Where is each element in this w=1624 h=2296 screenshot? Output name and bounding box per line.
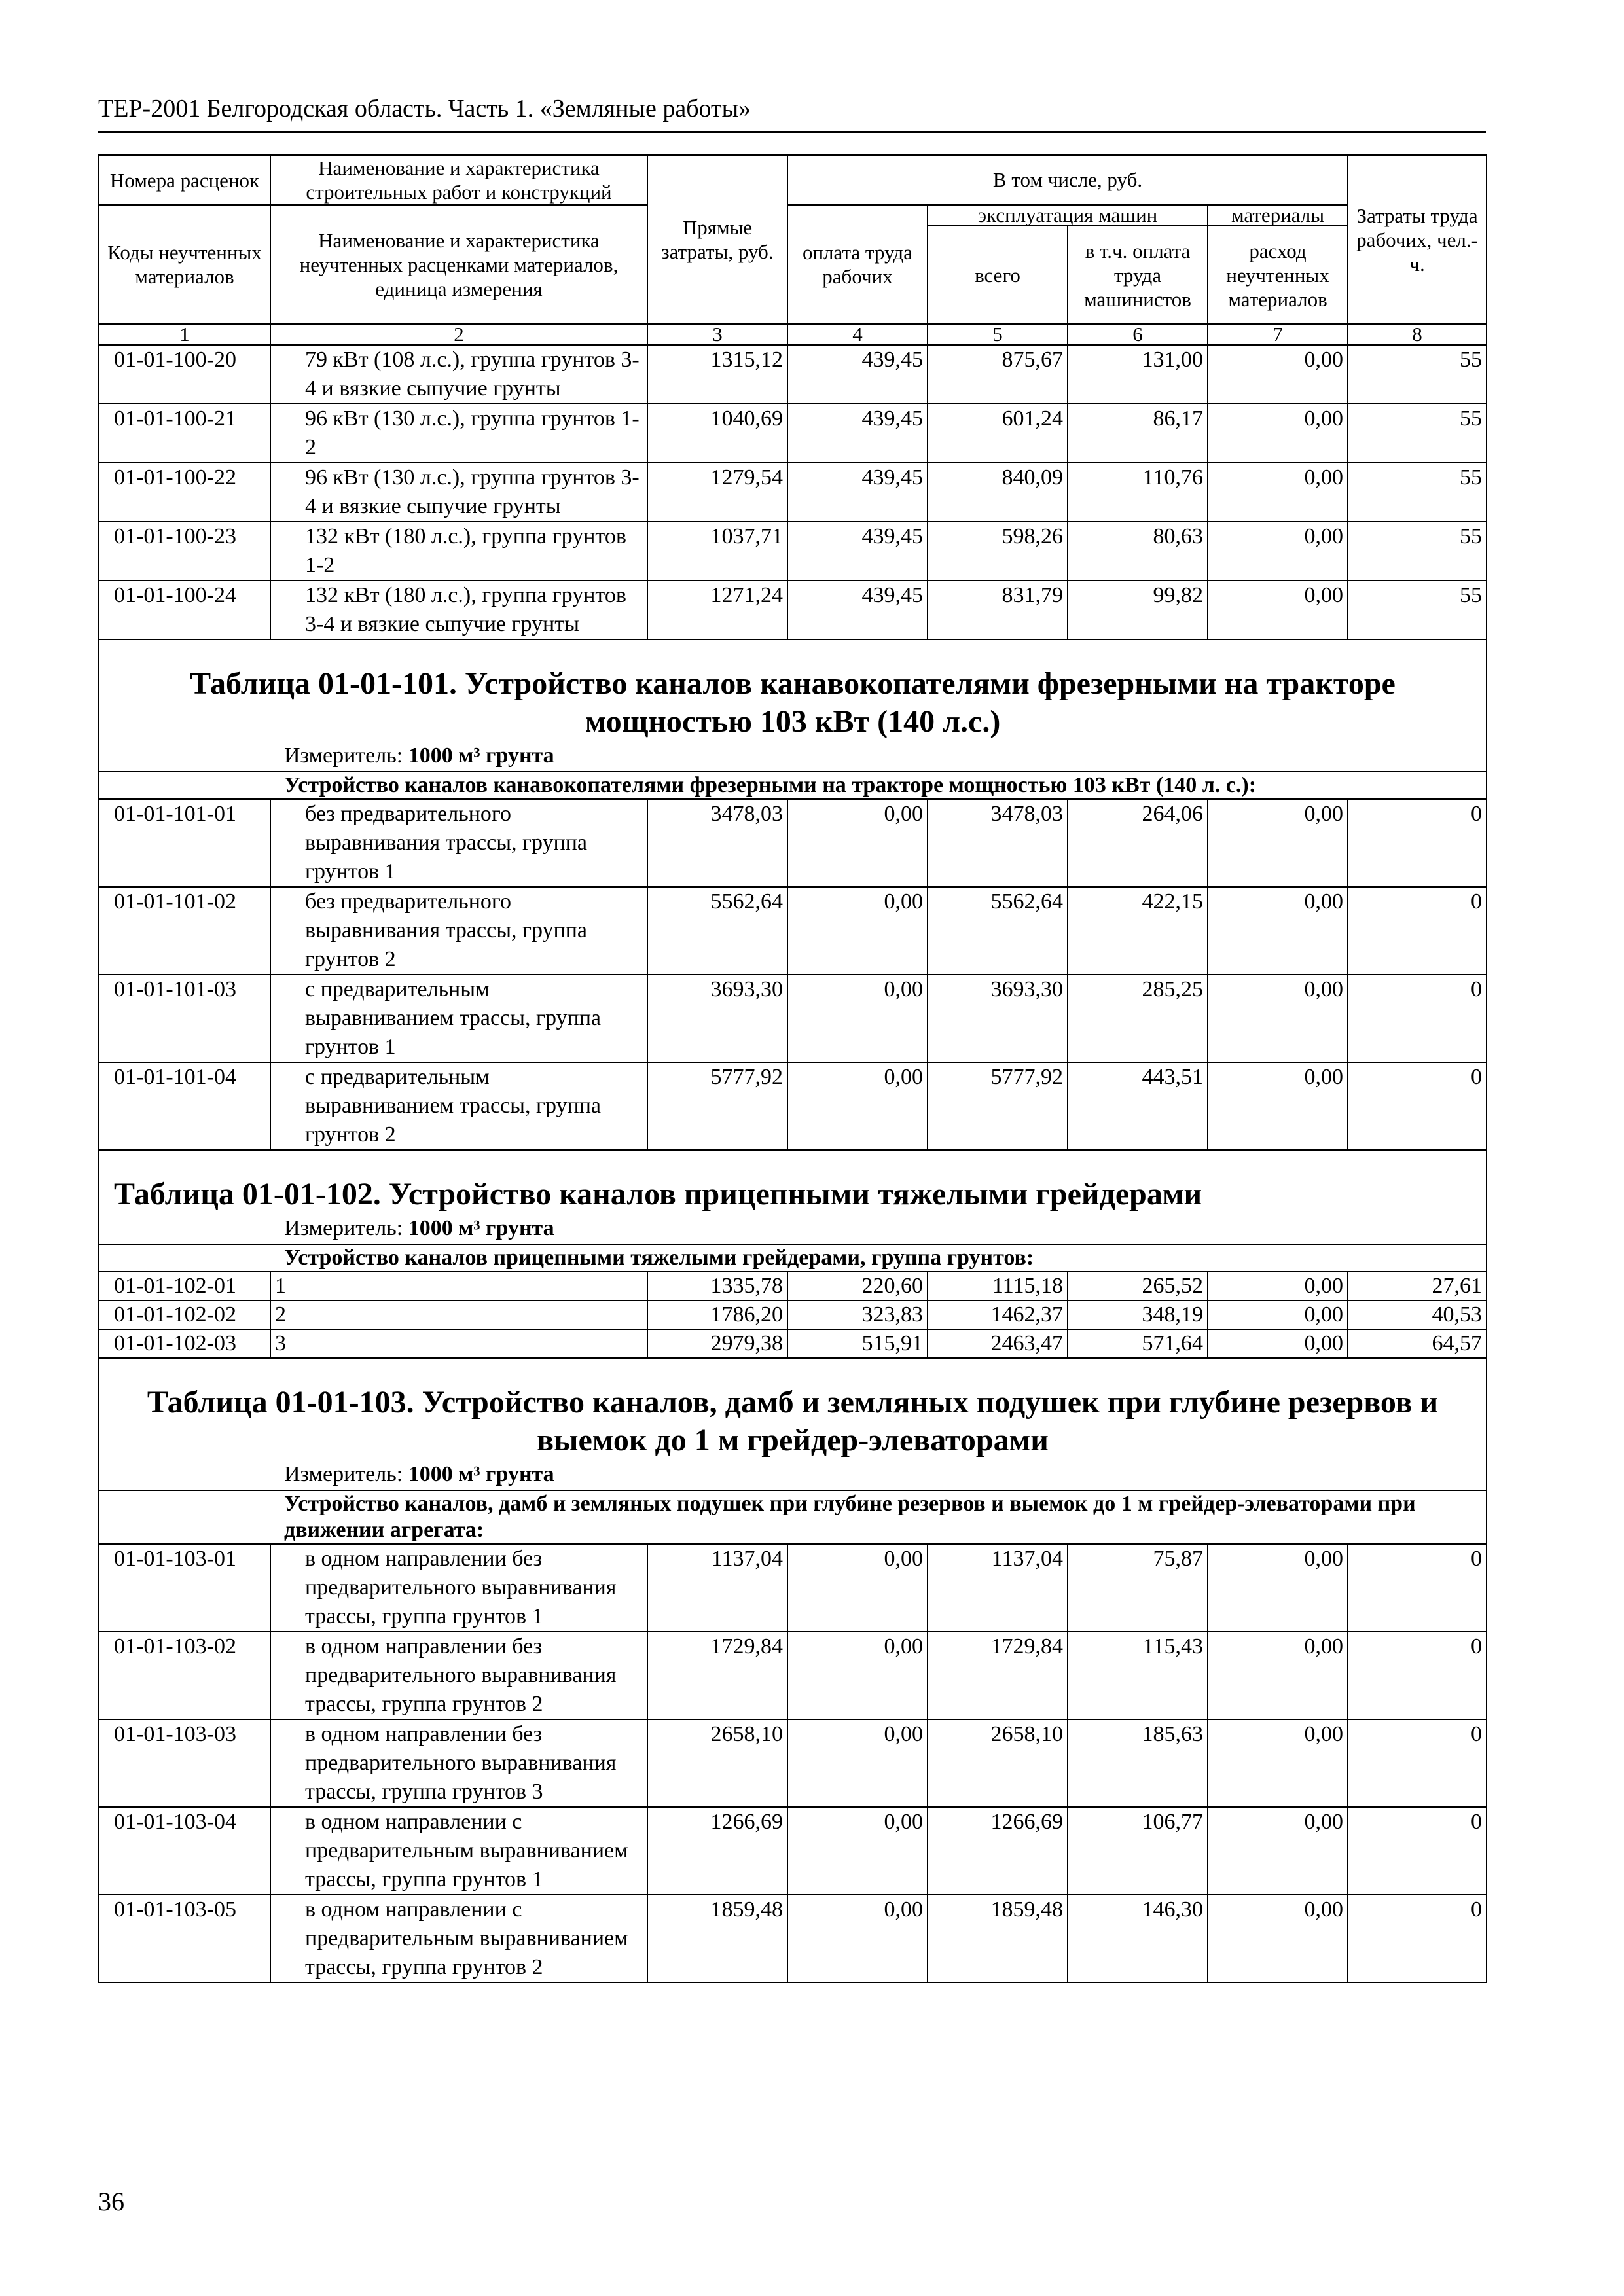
meter-label: Измеритель: (284, 1462, 403, 1486)
meter-value: 1000 м³ грунта (408, 1462, 554, 1486)
machine-total-cell: 840,09 (928, 463, 1068, 522)
worker-wages-cell: 439,45 (787, 463, 928, 522)
worker-wages-cell: 0,00 (787, 1807, 928, 1895)
machinist-wages-cell: 185,63 (1068, 1719, 1208, 1807)
header-material-codes: Коды неучтенных материалов (99, 205, 270, 324)
header-direct-costs: Прямые затраты, руб. (647, 155, 787, 324)
machinist-wages-cell: 110,76 (1068, 463, 1208, 522)
column-number: 3 (647, 324, 787, 345)
table-101-title: Таблица 01-01-101. Устройство каналов канавокопателями фрезерными на тракторе мощностью 103 кВт (140 л.с.) (190, 666, 1396, 739)
rate-code-cell: 01-01-100-24 (99, 581, 270, 639)
machine-total-cell: 2463,47 (928, 1329, 1068, 1358)
table-row (99, 1632, 1487, 1719)
machinist-wages-cell: 264,06 (1068, 799, 1208, 887)
meter-value: 1000 м³ грунта (408, 1216, 554, 1240)
rows-table-100 (99, 345, 1487, 639)
work-name-cell: 132 кВт (180 л.с.), группа грунтов 3-4 и вязкие сыпучие грунты (270, 581, 647, 639)
materials-cell: 0,00 (1208, 404, 1348, 463)
table-row (99, 581, 1487, 639)
machinist-wages-cell: 422,15 (1068, 887, 1208, 975)
work-name-cell: в одном направлении без предварительного выравнивания трассы, группа грунтов 3 (270, 1719, 647, 1807)
machine-total-cell: 1729,84 (928, 1632, 1068, 1719)
header-labor-costs: Затраты труда рабочих, чел.-ч. (1348, 155, 1487, 324)
machinist-wages-cell: 106,77 (1068, 1807, 1208, 1895)
estimate-table (98, 154, 1487, 1983)
work-name-cell: 2 (270, 1300, 647, 1329)
table-row (99, 1895, 1487, 1982)
direct-costs-cell: 3693,30 (647, 975, 787, 1062)
column-number: 4 (787, 324, 928, 345)
table-row (99, 975, 1487, 1062)
header-machine-operation: эксплуатация машин (928, 205, 1208, 226)
header-unaccounted-materials: расход неучтенных материалов (1208, 226, 1348, 324)
worker-wages-cell: 0,00 (787, 799, 928, 887)
page-number: 36 (98, 2187, 124, 2216)
direct-costs-cell: 1271,24 (647, 581, 787, 639)
machinist-wages-cell: 146,30 (1068, 1895, 1208, 1982)
work-name-cell: в одном направлении с предварительным выравниванием трассы, группа грунтов 2 (270, 1895, 647, 1982)
machine-total-cell: 831,79 (928, 581, 1068, 639)
column-number: 5 (928, 324, 1068, 345)
worker-wages-cell: 439,45 (787, 581, 928, 639)
table-row (99, 463, 1487, 522)
table-102-meter (99, 1213, 1486, 1244)
materials-cell: 0,00 (1208, 1272, 1348, 1300)
header-rule (98, 131, 1486, 133)
materials-cell: 0,00 (1208, 1329, 1348, 1358)
labor-costs-cell: 0 (1348, 887, 1487, 975)
rate-code-cell: 01-01-100-22 (99, 463, 270, 522)
rate-code-cell: 01-01-101-01 (99, 799, 270, 887)
rate-code-cell: 01-01-100-23 (99, 522, 270, 581)
labor-costs-cell: 55 (1348, 522, 1487, 581)
machinist-wages-cell: 131,00 (1068, 345, 1208, 404)
work-name-cell: в одном направлении без предварительного выравнивания трассы, группа грунтов 1 (270, 1544, 647, 1632)
materials-cell: 0,00 (1208, 581, 1348, 639)
header-including: В том числе, руб. (787, 155, 1348, 205)
work-name-cell: 3 (270, 1329, 647, 1358)
labor-costs-cell: 0 (1348, 799, 1487, 887)
table-103-section (99, 1358, 1487, 1544)
table-102-section (99, 1150, 1487, 1272)
header-machine-total: всего (928, 226, 1068, 324)
machine-total-cell: 601,24 (928, 404, 1068, 463)
header-worker-wages: оплата труда рабочих (787, 205, 928, 324)
machinist-wages-cell: 443,51 (1068, 1062, 1208, 1150)
direct-costs-cell: 1040,69 (647, 404, 787, 463)
table-row (99, 345, 1487, 404)
work-name-cell: без предварительного выравнивания трассы, группа грунтов 2 (270, 887, 647, 975)
rate-code-cell: 01-01-103-03 (99, 1719, 270, 1807)
labor-costs-cell: 55 (1348, 345, 1487, 404)
estimate-table-wrapper (98, 154, 1486, 1983)
rows-table-101 (99, 799, 1487, 1150)
direct-costs-cell: 1729,84 (647, 1632, 787, 1719)
materials-cell: 0,00 (1208, 887, 1348, 975)
machine-total-cell: 875,67 (928, 345, 1068, 404)
labor-costs-cell: 0 (1348, 1719, 1487, 1807)
materials-cell: 0,00 (1208, 522, 1348, 581)
table-row (99, 1329, 1487, 1358)
table-103-group-heading: Устройство каналов, дамб и земляных подушек при глубине резервов и выемок до 1 м грейдер-элеваторами при движении агрегата: (99, 1490, 1487, 1544)
work-name-cell: 1 (270, 1272, 647, 1300)
rate-code-cell: 01-01-101-04 (99, 1062, 270, 1150)
labor-costs-cell: 0 (1348, 1895, 1487, 1982)
machine-total-cell: 2658,10 (928, 1719, 1068, 1807)
work-name-cell: 79 кВт (108 л.с.), группа грунтов 3-4 и вязкие сыпучие грунты (270, 345, 647, 404)
machinist-wages-cell: 86,17 (1068, 404, 1208, 463)
machinist-wages-cell: 571,64 (1068, 1329, 1208, 1358)
meter-label: Измеритель: (284, 744, 403, 768)
table-103-meter (99, 1460, 1486, 1490)
worker-wages-cell: 0,00 (787, 1062, 928, 1150)
direct-costs-cell: 1786,20 (647, 1300, 787, 1329)
table-row (99, 1272, 1487, 1300)
labor-costs-cell: 27,61 (1348, 1272, 1487, 1300)
labor-costs-cell: 0 (1348, 1544, 1487, 1632)
machine-total-cell: 1859,48 (928, 1895, 1068, 1982)
header-material-name: Наименование и характеристика неучтенных расценками материалов, единица измерения (270, 205, 647, 324)
table-row (99, 1807, 1487, 1895)
work-name-cell: с предварительным выравниванием трассы, группа грунтов 2 (270, 1062, 647, 1150)
direct-costs-cell: 2979,38 (647, 1329, 787, 1358)
worker-wages-cell: 0,00 (787, 887, 928, 975)
table-row (99, 522, 1487, 581)
machinist-wages-cell: 99,82 (1068, 581, 1208, 639)
machine-total-cell: 5562,64 (928, 887, 1068, 975)
machinist-wages-cell: 115,43 (1068, 1632, 1208, 1719)
machine-total-cell: 3478,03 (928, 799, 1068, 887)
work-name-cell: с предварительным выравниванием трассы, группа грунтов 1 (270, 975, 647, 1062)
materials-cell: 0,00 (1208, 1895, 1348, 1982)
labor-costs-cell: 40,53 (1348, 1300, 1487, 1329)
materials-cell: 0,00 (1208, 1719, 1348, 1807)
worker-wages-cell: 0,00 (787, 975, 928, 1062)
worker-wages-cell: 439,45 (787, 522, 928, 581)
table-row (99, 404, 1487, 463)
worker-wages-cell: 0,00 (787, 1632, 928, 1719)
table-102-title: Таблица 01-01-102. Устройство каналов прицепными тяжелыми грейдерами (114, 1177, 1202, 1211)
table-row (99, 1719, 1487, 1807)
worker-wages-cell: 220,60 (787, 1272, 928, 1300)
labor-costs-cell: 64,57 (1348, 1329, 1487, 1358)
machine-total-cell: 5777,92 (928, 1062, 1068, 1150)
materials-cell: 0,00 (1208, 1544, 1348, 1632)
materials-cell: 0,00 (1208, 463, 1348, 522)
table-101-section (99, 639, 1487, 799)
rate-code-cell: 01-01-102-02 (99, 1300, 270, 1329)
worker-wages-cell: 0,00 (787, 1544, 928, 1632)
materials-cell: 0,00 (1208, 975, 1348, 1062)
worker-wages-cell: 0,00 (787, 1719, 928, 1807)
direct-costs-cell: 5562,64 (647, 887, 787, 975)
rate-code-cell: 01-01-101-03 (99, 975, 270, 1062)
table-row (99, 1300, 1487, 1329)
header-work-name: Наименование и характеристика строительных работ и конструкций (270, 155, 647, 205)
direct-costs-cell: 1335,78 (647, 1272, 787, 1300)
work-name-cell: без предварительного выравнивания трассы, группа грунтов 1 (270, 799, 647, 887)
direct-costs-cell: 1279,54 (647, 463, 787, 522)
materials-cell: 0,00 (1208, 1807, 1348, 1895)
machine-total-cell: 1137,04 (928, 1544, 1068, 1632)
materials-cell: 0,00 (1208, 1062, 1348, 1150)
labor-costs-cell: 55 (1348, 404, 1487, 463)
worker-wages-cell: 439,45 (787, 404, 928, 463)
worker-wages-cell: 0,00 (787, 1895, 928, 1982)
table-103-title: Таблица 01-01-103. Устройство каналов, дамб и земляных подушек при глубине резервов и выемок до 1 м грейдер-элеваторами (147, 1385, 1439, 1458)
column-number: 2 (270, 324, 647, 345)
table-102-group-heading: Устройство каналов прицепными тяжелыми грейдерами, группа грунтов: (99, 1244, 1487, 1272)
direct-costs-cell: 1137,04 (647, 1544, 787, 1632)
work-name-cell: в одном направлении с предварительным выравниванием трассы, группа грунтов 1 (270, 1807, 647, 1895)
table-row (99, 799, 1487, 887)
direct-costs-cell: 1266,69 (647, 1807, 787, 1895)
direct-costs-cell: 1037,71 (647, 522, 787, 581)
header-materials: материалы (1208, 205, 1348, 226)
rows-table-102 (99, 1272, 1487, 1358)
rate-code-cell: 01-01-103-01 (99, 1544, 270, 1632)
rate-code-cell: 01-01-102-03 (99, 1329, 270, 1358)
direct-costs-cell: 5777,92 (647, 1062, 787, 1150)
table-header (99, 155, 1487, 345)
rate-code-cell: 01-01-103-04 (99, 1807, 270, 1895)
page-header: ТЕР-2001 Белгородская область. Часть 1. «Земляные работы» (98, 95, 751, 122)
direct-costs-cell: 1315,12 (647, 345, 787, 404)
column-number: 8 (1348, 324, 1487, 345)
direct-costs-cell: 2658,10 (647, 1719, 787, 1807)
machine-total-cell: 1462,37 (928, 1300, 1068, 1329)
machinist-wages-cell: 80,63 (1068, 522, 1208, 581)
header-machinist-wages: в т.ч. оплата труда машинистов (1068, 226, 1208, 324)
work-name-cell: 96 кВт (130 л.с.), группа грунтов 1-2 (270, 404, 647, 463)
labor-costs-cell: 55 (1348, 463, 1487, 522)
work-name-cell: 96 кВт (130 л.с.), группа грунтов 3-4 и вязкие сыпучие грунты (270, 463, 647, 522)
machinist-wages-cell: 285,25 (1068, 975, 1208, 1062)
rate-code-cell: 01-01-102-01 (99, 1272, 270, 1300)
column-number: 7 (1208, 324, 1348, 345)
column-number: 6 (1068, 324, 1208, 345)
direct-costs-cell: 1859,48 (647, 1895, 787, 1982)
worker-wages-cell: 323,83 (787, 1300, 928, 1329)
materials-cell: 0,00 (1208, 799, 1348, 887)
machine-total-cell: 3693,30 (928, 975, 1068, 1062)
direct-costs-cell: 3478,03 (647, 799, 787, 887)
materials-cell: 0,00 (1208, 345, 1348, 404)
machine-total-cell: 1115,18 (928, 1272, 1068, 1300)
rate-code-cell: 01-01-100-20 (99, 345, 270, 404)
work-name-cell: 132 кВт (180 л.с.), группа грунтов 1-2 (270, 522, 647, 581)
table-101-group-heading: Устройство каналов канавокопателями фрезерными на тракторе мощностью 103 кВт (140 л. с.): (99, 772, 1487, 799)
materials-cell: 0,00 (1208, 1632, 1348, 1719)
table-row (99, 887, 1487, 975)
labor-costs-cell: 0 (1348, 1632, 1487, 1719)
machinist-wages-cell: 75,87 (1068, 1544, 1208, 1632)
machinist-wages-cell: 348,19 (1068, 1300, 1208, 1329)
table-row (99, 1062, 1487, 1150)
rate-code-cell: 01-01-103-05 (99, 1895, 270, 1982)
labor-costs-cell: 0 (1348, 1062, 1487, 1150)
worker-wages-cell: 439,45 (787, 345, 928, 404)
labor-costs-cell: 55 (1348, 581, 1487, 639)
rows-table-103 (99, 1544, 1487, 1982)
rate-code-cell: 01-01-100-21 (99, 404, 270, 463)
worker-wages-cell: 515,91 (787, 1329, 928, 1358)
meter-value: 1000 м³ грунта (408, 744, 554, 768)
meter-label: Измеритель: (284, 1216, 403, 1240)
work-name-cell: в одном направлении без предварительного выравнивания трассы, группа грунтов 2 (270, 1632, 647, 1719)
machine-total-cell: 1266,69 (928, 1807, 1068, 1895)
labor-costs-cell: 0 (1348, 1807, 1487, 1895)
rate-code-cell: 01-01-103-02 (99, 1632, 270, 1719)
machinist-wages-cell: 265,52 (1068, 1272, 1208, 1300)
table-101-meter (99, 741, 1486, 771)
column-numbers-row (99, 324, 1487, 345)
rate-code-cell: 01-01-101-02 (99, 887, 270, 975)
table-row (99, 1544, 1487, 1632)
materials-cell: 0,00 (1208, 1300, 1348, 1329)
header-rate-numbers: Номера расценок (99, 155, 270, 205)
labor-costs-cell: 0 (1348, 975, 1487, 1062)
column-number: 1 (99, 324, 270, 345)
machine-total-cell: 598,26 (928, 522, 1068, 581)
